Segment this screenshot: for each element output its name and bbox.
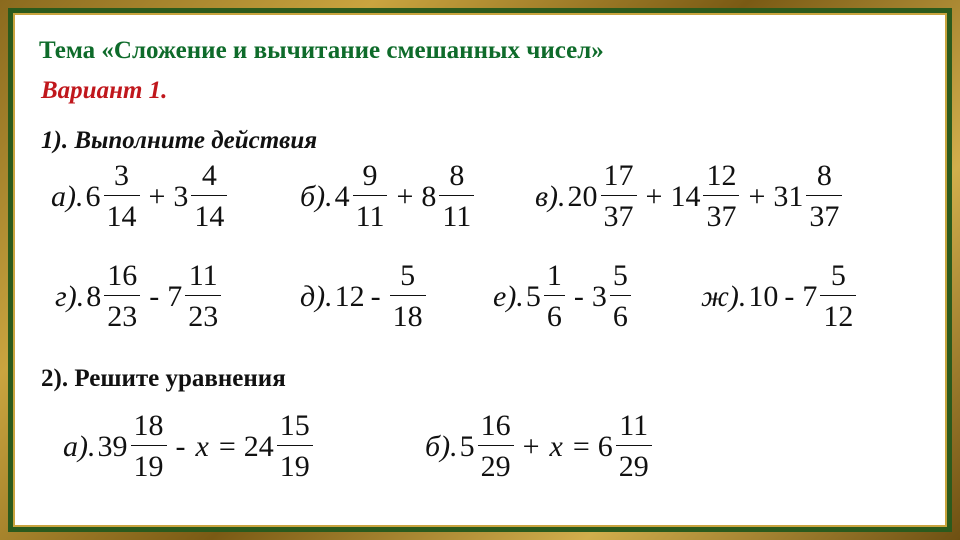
whole-number: 12 (334, 279, 365, 313)
fraction (610, 261, 631, 332)
whole-number: 20 (567, 179, 598, 213)
denominator: 11 (353, 195, 388, 232)
whole-number: 6 (597, 429, 613, 463)
whole-number: 3 (591, 279, 607, 313)
fraction (703, 161, 739, 232)
denominator: 12 (820, 295, 856, 332)
frame-border (8, 8, 952, 532)
whole-number: 5 (525, 279, 541, 313)
variable: x (549, 429, 563, 463)
denominator: 6 (544, 295, 565, 332)
whole-number: 31 (773, 179, 804, 213)
variable: x (195, 429, 209, 463)
denominator: 37 (806, 195, 842, 232)
fraction (185, 261, 221, 332)
item-label: б). (425, 429, 458, 463)
expression-1zh (701, 261, 859, 332)
fraction (544, 261, 565, 332)
operator: - (175, 429, 186, 463)
numerator: 11 (619, 409, 649, 442)
expression-1g (55, 261, 224, 332)
equation-2a (63, 411, 316, 482)
whole-number: 6 (85, 179, 101, 213)
numerator: 1 (546, 259, 562, 292)
denominator: 6 (610, 295, 631, 332)
operator: + (645, 179, 663, 213)
denominator: 23 (185, 295, 221, 332)
slide-title: Тема «Сложение и вычитание смешанных чисел» (39, 37, 604, 64)
fraction (191, 161, 227, 232)
operator: + (396, 179, 414, 213)
item-label: а). (63, 429, 96, 463)
numerator: 17 (603, 159, 634, 192)
fraction (601, 161, 637, 232)
numerator: 11 (188, 259, 218, 292)
numerator: 9 (362, 159, 378, 192)
operator: + (522, 429, 540, 463)
expression-1e (493, 261, 634, 332)
denominator: 37 (601, 195, 637, 232)
whole-number: 3 (173, 179, 189, 213)
fraction (390, 261, 426, 332)
fraction (478, 411, 514, 482)
whole-number: 24 (243, 429, 274, 463)
operator: + (148, 179, 166, 213)
whole-number: 8 (86, 279, 102, 313)
item-label: б). (300, 179, 333, 213)
expression-1a (51, 161, 230, 232)
item-label: ж). (701, 279, 747, 313)
item-label: г). (55, 279, 85, 313)
fraction (820, 261, 856, 332)
denominator: 14 (191, 195, 227, 232)
item-label: а). (51, 179, 84, 213)
numerator: 8 (816, 159, 832, 192)
numerator: 15 (279, 409, 310, 442)
fraction (277, 411, 313, 482)
variant-label: Вариант 1. (41, 77, 168, 104)
fraction (131, 411, 167, 482)
denominator: 37 (703, 195, 739, 232)
whole-number: 5 (459, 429, 475, 463)
whole-number: 10 (748, 279, 779, 313)
numerator: 16 (480, 409, 511, 442)
operator: - (784, 279, 795, 313)
fraction (353, 161, 388, 232)
item-label: в). (535, 179, 566, 213)
denominator: 11 (439, 195, 474, 232)
denominator: 18 (390, 295, 426, 332)
fraction (439, 161, 474, 232)
whole-number: 14 (670, 179, 701, 213)
fraction (806, 161, 842, 232)
operator: - (370, 279, 381, 313)
fraction (104, 161, 140, 232)
item-label: е). (493, 279, 524, 313)
numerator: 5 (830, 259, 846, 292)
operator: + (748, 179, 766, 213)
slide (15, 15, 945, 525)
numerator: 5 (612, 259, 628, 292)
fraction (104, 261, 140, 332)
expression-1d (300, 261, 429, 332)
numerator: 18 (133, 409, 164, 442)
fraction (616, 411, 652, 482)
equation-2b (425, 411, 655, 482)
numerator: 16 (107, 259, 138, 292)
numerator: 4 (201, 159, 217, 192)
numerator: 8 (449, 159, 465, 192)
task2-heading: 2). Решите уравнения (41, 365, 286, 392)
operator: = (218, 429, 236, 463)
numerator: 5 (400, 259, 416, 292)
task1-heading: 1). Выполните действия (41, 127, 318, 154)
operator: - (573, 279, 584, 313)
expression-1v (535, 161, 845, 232)
denominator: 14 (104, 195, 140, 232)
operator: = (572, 429, 590, 463)
item-label: д). (300, 279, 333, 313)
expression-1b (300, 161, 477, 232)
numerator: 3 (114, 159, 129, 192)
denominator: 19 (277, 445, 313, 482)
numerator: 12 (706, 159, 737, 192)
denominator: 29 (478, 445, 514, 482)
whole-number: 7 (802, 279, 818, 313)
whole-number: 7 (167, 279, 183, 313)
operator: - (149, 279, 160, 313)
denominator: 19 (131, 445, 167, 482)
whole-number: 39 (97, 429, 128, 463)
whole-number: 4 (334, 179, 350, 213)
whole-number: 8 (421, 179, 437, 213)
frame-gold-line (13, 13, 947, 527)
denominator: 29 (616, 445, 652, 482)
denominator: 23 (104, 295, 140, 332)
